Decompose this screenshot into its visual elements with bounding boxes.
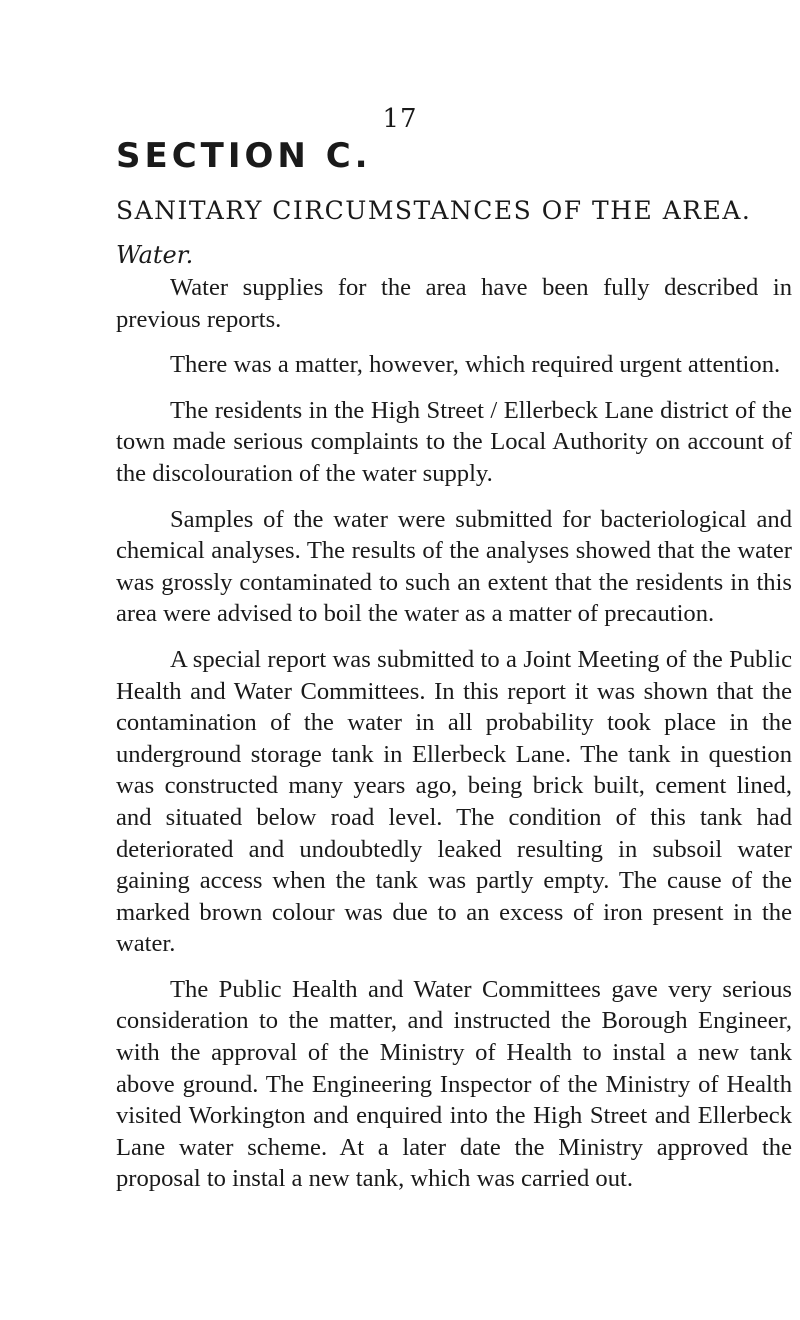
page-number: 17: [382, 104, 418, 134]
paragraph: A special report was submitted to a Joint Meeting of the Public Health and Water Committees. In this report it was shown that the contamination of the water in all probability took place in the underground storage tank in Ellerbeck Lane. The tank in question was constructed many years ago, being brick built, cement lined, and situated below road level. The condition of this tank had deteriorated and undoubtedly leaked resulting in subsoil water gaining access when the tank was partly empty. The cause of the marked brown colour was due to an excess of iron present in the water.: [116, 645, 792, 958]
paragraph: The residents in the High Street / Ellerbeck Lane district of the town made serious complaints to the Local Authority on account of the discolouration of the water supply.: [116, 396, 792, 487]
section-heading: SECTION C.: [116, 136, 372, 176]
subsection-title: Water.: [116, 241, 194, 269]
paragraph: Water supplies for the area have been fully described in previous reports.: [116, 274, 792, 333]
paragraph: The Public Health and Water Committees gave very serious consideration to the matter, and instructed the Borough Engineer, with the approval of the Ministry of Health to instal a new tank above ground. The Engineering Inspector of the Ministry of Health visited Workington and enquired into the High Street and Ellerbeck Lane water scheme. At a later date the Ministry approved the proposal to instal a new tank, which was carried out.: [116, 975, 792, 1193]
paragraph: Samples of the water were submitted for bacteriological and chemical analyses. The results of the analyses showed that the water was grossly contaminated to such an extent that the residents in this area were advised to boil the water as a matter of precaution.: [116, 505, 792, 628]
body-text: [116, 272, 792, 1209]
section-subheading: SANITARY CIRCUMSTANCES OF THE AREA.: [116, 196, 752, 225]
paragraph: There was a matter, however, which required urgent attention.: [170, 351, 781, 379]
